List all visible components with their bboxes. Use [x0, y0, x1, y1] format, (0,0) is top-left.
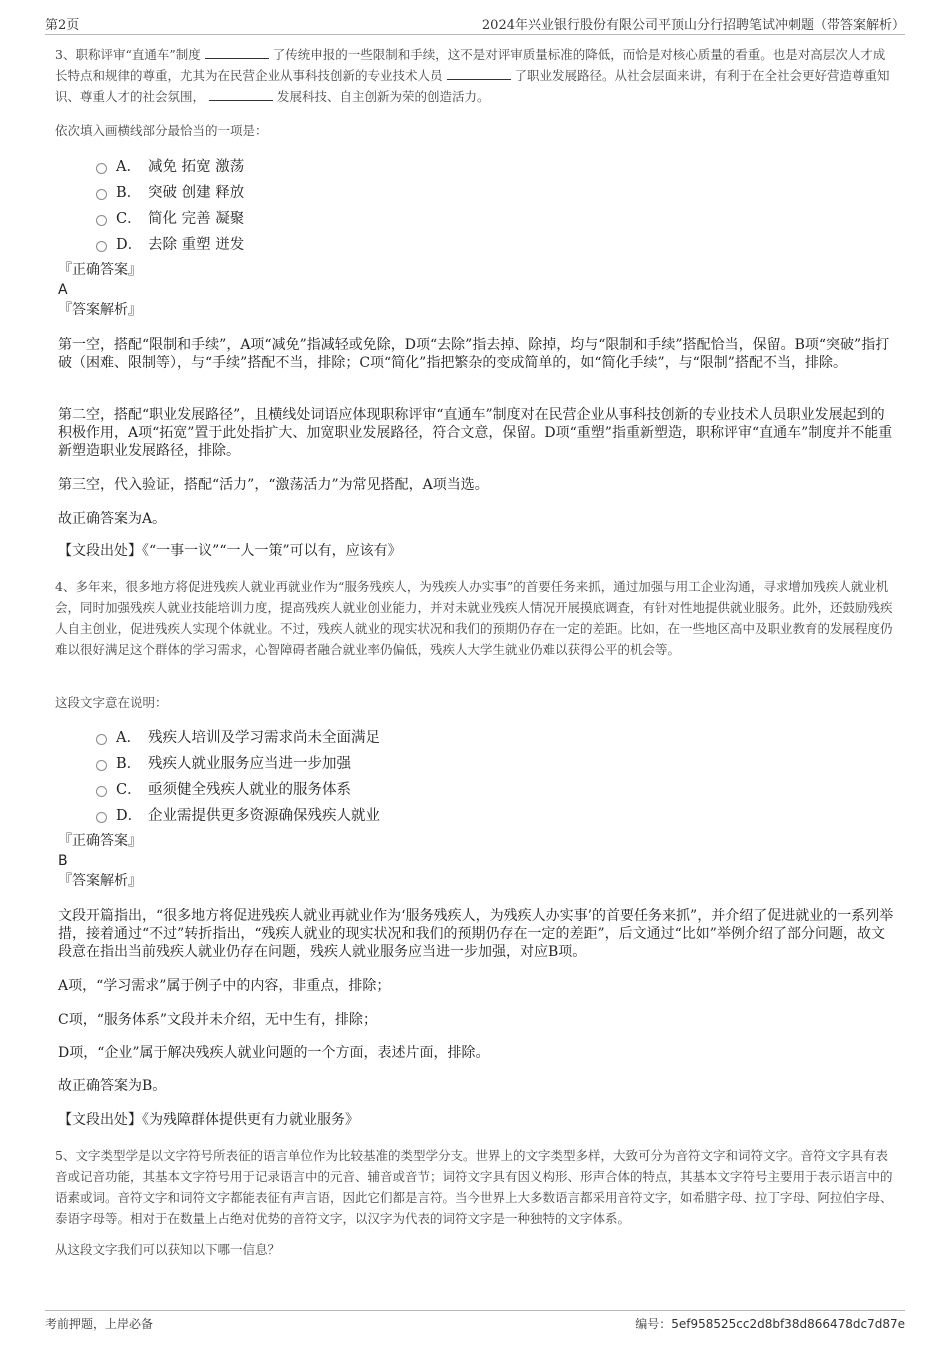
radio-icon[interactable]	[96, 163, 107, 174]
question-3-stem: 3、职称评审“直通车”制度 了传统申报的一些限制和手续，这不是对评审质量标准的降低，而恰是对核心质量的看重。也是对高层次人才成长特点和规律的尊重，尤其为在民营企业从事科技创新的专业技术人员 了职业发展路径。从社会层面来讲，有利于在全社会更好营造尊重知识、尊重人才的社会氛围， 发展科技、自主创新为荣的创造活力。	[55, 47, 890, 104]
document-id: 编号：5ef958525cc2d8bf38d866478dc7d87e	[635, 1317, 905, 1331]
question-5-stem: 5、文字类型学是以文字符号所表征的语言单位作为比较基准的类型学分支。世界上的文字类型多样，大致可分为音符文字和词符文字。音符文字具有表音或记音功能，其基本文字符号用于记录语言中的元音、辅音或音节；词符文字具有因义构形、形声合体的特点，其基本文字符号主要用于表示语言中的语素或词。音符文字和词符文字都能表征有声言语，因此它们都是言符。当今世界上大多数语言都采用音符文字，如希腊字母、拉丁字母、阿拉伯字母、泰语字母等。相对于在数量上占绝对优势的音符文字，以汉字为代表的词符文字是一种独特的文字体系。	[55, 1148, 893, 1226]
option-a[interactable]: A． 残疾人培训及学习需求尚未全面满足	[96, 723, 380, 749]
radio-icon[interactable]	[96, 760, 107, 771]
question-4-prompt: 这段文字意在说明：	[55, 695, 168, 710]
analysis-conclusion: 故正确答案为B。	[58, 1078, 167, 1094]
option-b[interactable]: B． 残疾人就业服务应当进一步加强	[96, 749, 380, 775]
radio-icon[interactable]	[96, 812, 107, 823]
question-3-answer	[58, 260, 894, 321]
analysis-paragraph: 第三空，代入验证，搭配“活力”，“激荡活力”为常见搭配，A项当选。	[58, 477, 489, 493]
option-c[interactable]: C． 简化 完善 凝聚	[96, 204, 244, 230]
source-citation: 【文段出处】《为残障群体提供更有力就业服务》	[58, 1112, 359, 1128]
question-3-prompt: 依次填入画横线部分最恰当的一项是：	[55, 123, 268, 138]
analysis-paragraph: C项，“服务体系”文段并未介绍，无中生有，排除；	[58, 1012, 378, 1028]
analysis-conclusion: 故正确答案为A。	[58, 511, 167, 527]
footer-slogan: 考前押题，上岸必备	[45, 1317, 154, 1331]
analysis-paragraph: A项，“学习需求”属于例子中的内容，非重点，排除；	[58, 978, 391, 994]
fill-blank	[447, 67, 511, 80]
radio-icon[interactable]	[96, 241, 107, 252]
question-5-prompt: 从这段文字我们可以获知以下哪一信息？	[55, 1242, 281, 1257]
page-number: 第2页	[45, 18, 80, 33]
option-d[interactable]: D． 去除 重塑 迸发	[96, 230, 244, 256]
analysis-paragraph: 第一空，搭配“限制和手续”，A项“减免”指减轻或免除，D项“去除”指去掉、除掉，均与“限制和手续”搭配恰当，保留。B项“突破”指打破（困难、限制等），与“手续”搭配不当，排除；C项“简化”指把繁杂的变成简单的，如“简化手续”，与“限制”搭配不当，排除。	[58, 337, 890, 371]
answer-label: 『正确答案』	[58, 833, 142, 849]
source-citation: 【文段出处】《“一事一议”“一人一策”可以有，应该有》	[58, 543, 402, 559]
answer-value: B	[58, 853, 68, 869]
option-d[interactable]: D． 企业需提供更多资源确保残疾人就业	[96, 801, 380, 827]
analysis-paragraph: D项，“企业”属于解决残疾人就业问题的一个方面，表述片面，排除。	[58, 1045, 490, 1061]
fill-blank	[205, 46, 269, 59]
analysis-label: 『答案解析』	[58, 873, 142, 889]
option-c[interactable]: C． 亟须健全残疾人就业的服务体系	[96, 775, 380, 801]
analysis-label: 『答案解析』	[58, 302, 142, 318]
footer-divider	[45, 1310, 905, 1311]
question-4-answer	[58, 831, 894, 892]
question-3-options	[96, 152, 244, 256]
question-4-stem: 4、多年来，很多地方将促进残疾人就业再就业作为“服务残疾人，为残疾人办实事”的首要任务来抓，通过加强与用工企业沟通，寻求增加残疾人就业机会，同时加强残疾人就业技能培训力度，提高残疾人就业创业能力，并对未就业残疾人情况开展摸底调查，有针对性地提供就业服务。此外，还鼓励残疾人自主创业，促进残疾人实现个体就业。不过，残疾人就业的现实状况和我们的预期仍存在一定的差距。比如，在一些地区高中及职业教育的发展程度仍难以很好满足这个群体的学习需求，心智障碍者融合就业率仍偏低，残疾人大学生就业仍难以获得公平的机会等。	[55, 579, 893, 657]
page-header	[45, 12, 905, 35]
analysis-paragraph: 第二空，搭配“职业发展路径”，且横线处词语应体现职称评审“直通车”制度对在民营企业从事科技创新的专业技术人员职业发展起到的积极作用，A项“拓宽”置于此处指扩大、加宽职业发展路径，符合文意，保留。D项“重塑”指重新塑造，职称评审“直通车”制度并不能重新塑造职业发展路径，排除。	[58, 407, 893, 459]
fill-blank	[209, 88, 273, 101]
answer-value: A	[58, 282, 68, 298]
radio-icon[interactable]	[96, 734, 107, 745]
answer-label: 『正确答案』	[58, 262, 142, 278]
document-title: 2024年兴业银行股份有限公司平顶山分行招聘笔试冲刺题（带答案解析）	[481, 18, 905, 33]
analysis-paragraph: 文段开篇指出，“很多地方将促进残疾人就业再就业作为‘服务残疾人，为残疾人办实事’的首要任务来抓”，并介绍了促进就业的一系列举措，接着通过“不过”转折指出，“残疾人就业的现实状况和我们的预期仍存在一定的差距”，后文通过“比如”举例介绍了部分问题，故文段意在指出当前残疾人就业仍存在问题，残疾人就业服务应当进一步加强，对应B项。	[58, 908, 894, 960]
radio-icon[interactable]	[96, 189, 107, 200]
radio-icon[interactable]	[96, 786, 107, 797]
option-a[interactable]: A． 减免 拓宽 激荡	[96, 152, 244, 178]
radio-icon[interactable]	[96, 215, 107, 226]
option-b[interactable]: B． 突破 创建 释放	[96, 178, 244, 204]
question-4-options	[96, 723, 380, 827]
